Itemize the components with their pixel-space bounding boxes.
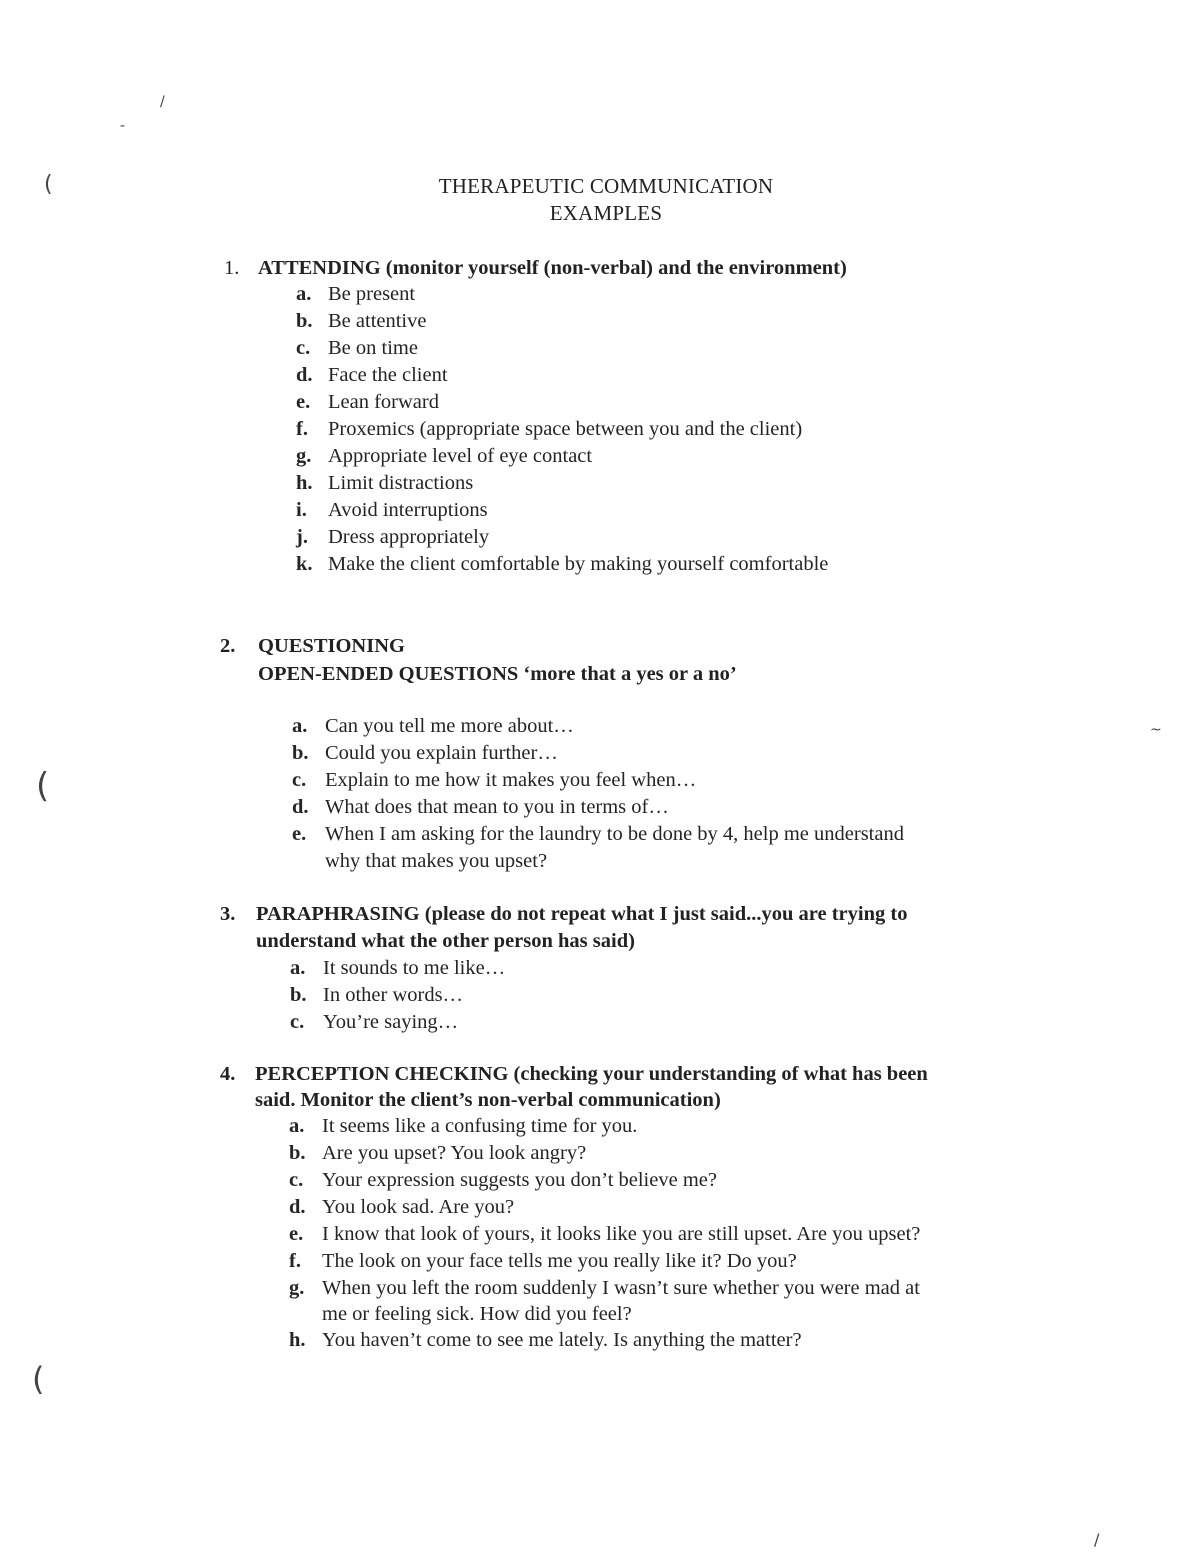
- list-item: Your expression suggests you don’t believe me?: [322, 1169, 717, 1191]
- item-label: f.: [296, 418, 308, 440]
- item-label: b.: [292, 742, 309, 764]
- list-item: Can you tell me more about…: [325, 715, 574, 737]
- page-title: THERAPEUTIC COMMUNICATION: [438, 174, 774, 198]
- list-item-continuation: me or feeling sick. How did you feel?: [322, 1303, 632, 1325]
- section-heading-continuation: understand what the other person has said): [256, 930, 635, 952]
- list-item: You’re saying…: [323, 1011, 459, 1033]
- scan-speck: (: [32, 1360, 45, 1398]
- item-label: d.: [296, 364, 313, 386]
- section-heading-continuation: said. Monitor the client’s non-verbal communication): [255, 1089, 721, 1111]
- item-label: g.: [296, 445, 312, 467]
- item-label: d.: [292, 796, 309, 818]
- scan-speck: /: [160, 94, 165, 110]
- section-heading: PERCEPTION CHECKING (checking your understanding of what has been: [255, 1063, 928, 1085]
- list-item: Explain to me how it makes you feel when…: [325, 769, 697, 791]
- section-number: 4.: [220, 1063, 236, 1085]
- item-label: h.: [296, 472, 313, 494]
- scan-speck: (: [36, 766, 50, 806]
- item-label: a.: [292, 715, 308, 737]
- item-label: c.: [290, 1011, 305, 1033]
- list-item: Could you explain further…: [325, 742, 558, 764]
- scan-speck: ~: [1150, 722, 1162, 738]
- section-subheading: OPEN-ENDED QUESTIONS ‘more that a yes or a no’: [258, 663, 737, 685]
- list-item: Be attentive: [328, 310, 427, 332]
- item-label: i.: [296, 499, 307, 521]
- list-item: Face the client: [328, 364, 448, 386]
- item-label: e.: [289, 1223, 304, 1245]
- list-item: Be present: [328, 283, 416, 305]
- scan-speck: (: [44, 172, 53, 197]
- section-heading: ATTENDING (monitor yourself (non-verbal) and the environment): [258, 257, 847, 279]
- list-item: Make the client comfortable by making yourself comfortable: [328, 553, 829, 575]
- section-heading: QUESTIONING: [258, 635, 405, 657]
- section-number: 1.: [224, 257, 240, 279]
- item-label: e.: [292, 823, 307, 845]
- section-heading: PARAPHRASING (please do not repeat what I just said...you are trying to: [256, 903, 908, 925]
- list-item: I know that look of yours, it looks like you are still upset. Are you upset?: [322, 1223, 921, 1245]
- list-item: You look sad. Are you?: [322, 1196, 515, 1218]
- page-subtitle: EXAMPLES: [549, 201, 663, 225]
- section-number: 2.: [220, 635, 236, 657]
- list-item: What does that mean to you in terms of…: [325, 796, 669, 818]
- list-item: It seems like a confusing time for you.: [322, 1115, 638, 1137]
- item-label: c.: [296, 337, 311, 359]
- section-number: 3.: [220, 903, 236, 925]
- list-item: The look on your face tells me you really like it? Do you?: [322, 1250, 797, 1272]
- list-item: Appropriate level of eye contact: [328, 445, 593, 467]
- list-item: Dress appropriately: [328, 526, 490, 548]
- list-item: You haven’t come to see me lately. Is anything the matter?: [322, 1329, 802, 1351]
- item-label: a.: [296, 283, 312, 305]
- item-label: c.: [289, 1169, 304, 1191]
- scan-speck: -: [120, 118, 126, 134]
- item-label: k.: [296, 553, 313, 575]
- item-label: g.: [289, 1277, 305, 1299]
- list-item: It sounds to me like…: [323, 957, 506, 979]
- scan-speck: /: [1094, 1530, 1100, 1549]
- item-label: f.: [289, 1250, 301, 1272]
- item-label: b.: [290, 984, 307, 1006]
- list-item: When you left the room suddenly I wasn’t sure whether you were mad at: [322, 1277, 920, 1299]
- list-item: In other words…: [323, 984, 464, 1006]
- item-label: d.: [289, 1196, 306, 1218]
- item-label: h.: [289, 1329, 306, 1351]
- item-label: j.: [296, 526, 308, 548]
- item-label: a.: [290, 957, 306, 979]
- list-item-continuation: why that makes you upset?: [325, 850, 548, 872]
- item-label: a.: [289, 1115, 305, 1137]
- list-item: Lean forward: [328, 391, 439, 413]
- list-item: Limit distractions: [328, 472, 474, 494]
- list-item: When I am asking for the laundry to be done by 4, help me understand: [325, 823, 904, 845]
- item-label: c.: [292, 769, 307, 791]
- list-item: Avoid interruptions: [328, 499, 488, 521]
- list-item: Be on time: [328, 337, 418, 359]
- item-label: b.: [296, 310, 313, 332]
- list-item: Are you upset? You look angry?: [322, 1142, 587, 1164]
- item-label: e.: [296, 391, 311, 413]
- item-label: b.: [289, 1142, 306, 1164]
- list-item: Proxemics (appropriate space between you and the client): [328, 418, 803, 440]
